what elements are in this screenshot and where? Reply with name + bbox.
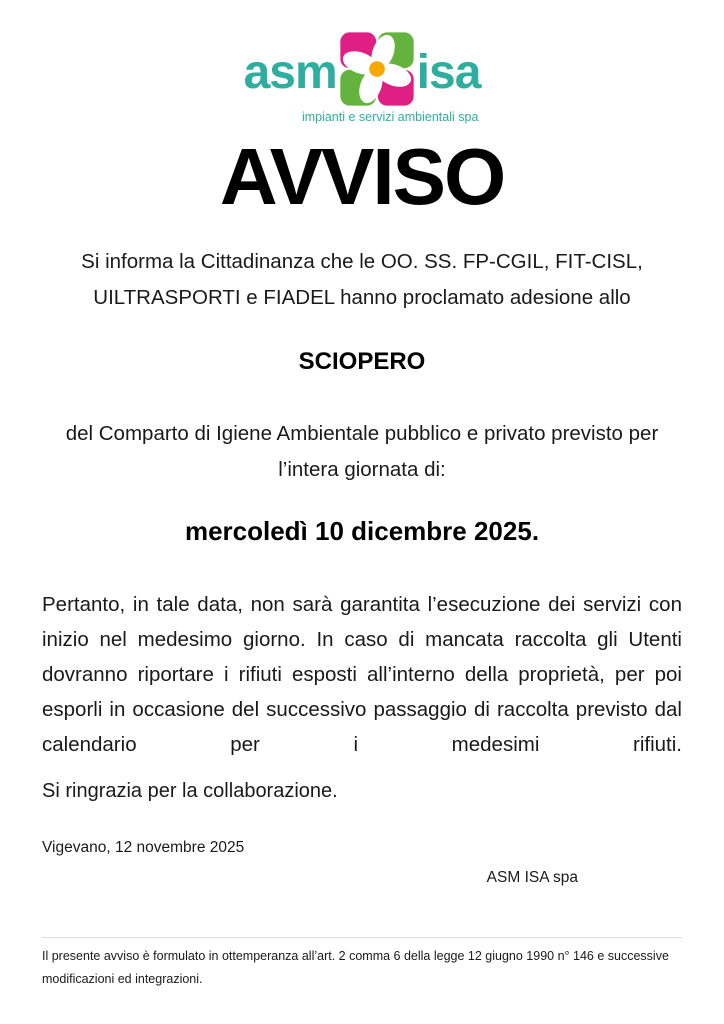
signature-line: ASM ISA spa <box>486 868 578 886</box>
flower-logo-icon <box>338 30 416 108</box>
logo-inner <box>244 30 481 124</box>
place-date-line: Vigevano, 12 novembre 2025 <box>42 838 245 856</box>
logo-text-asm: asm <box>243 46 337 99</box>
footer-divider <box>42 937 682 938</box>
legal-footnote: Il presente avviso è formulato in ottemperanza all’art. 2 comma 6 della legge 12 giugno 1990 n° 146 e successive modificazioni ed integrazioni. <box>42 948 669 986</box>
strike-date: mercoledì 10 dicembre 2025. <box>184 515 540 546</box>
logo <box>42 30 682 126</box>
scope-paragraph: del Comparto di Igiene Ambientale pubblico e privato previsto per l’intera giornata di: <box>65 421 659 481</box>
logo-row <box>244 30 481 108</box>
logo-tagline: impianti e servizi ambientali spa <box>301 110 479 124</box>
intro-paragraph: Si informa la Cittadinanza che le OO. SS. FP-CGIL, FIT-CISL, UILTRASPORTI e FIADEL hanno proclamato adesione allo <box>81 249 643 309</box>
thanks-line: Si ringrazia per la collaborazione. <box>42 779 338 802</box>
body-paragraph: Pertanto, in tale data, non sarà garantita l’esecuzione dei servizi con inizio nel medesimo giorno. In caso di mancata raccolta gli Utenti dovranno riportare i rifiuti esposti all’interno della proprietà, per poi esporli in occasione del successivo passaggio di raccolta previsto dal calendario per i medesimi rifiuti. <box>42 592 682 756</box>
notice-title: AVVISO <box>219 132 505 221</box>
logo-text-isa: isa <box>416 46 481 99</box>
strike-heading: SCIOPERO <box>298 347 426 375</box>
